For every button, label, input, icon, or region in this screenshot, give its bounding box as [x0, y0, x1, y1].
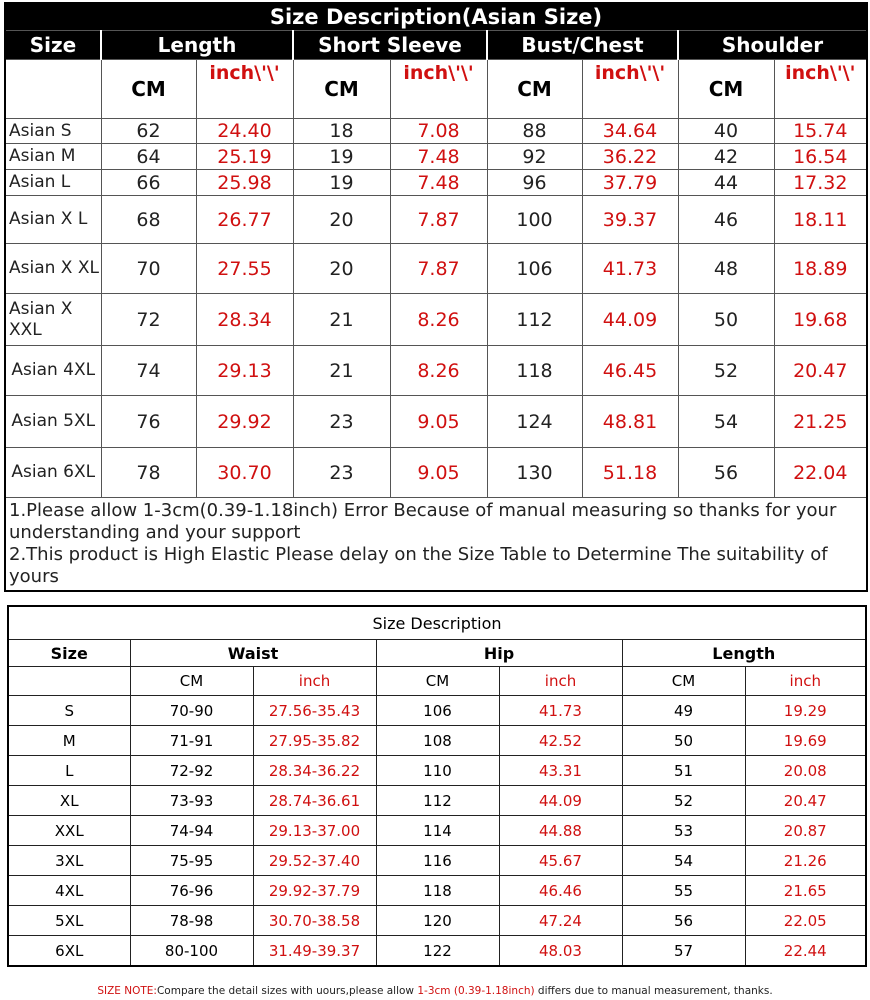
waist-cm: 80-100: [130, 936, 253, 967]
unit-cm: CM: [487, 60, 582, 119]
length-inch: 25.98: [196, 170, 293, 196]
length-inch: 20.47: [745, 786, 866, 816]
sleeve-cm: 23: [293, 448, 390, 498]
hip-cm: 120: [376, 906, 499, 936]
shoulder-cm: 48: [678, 244, 774, 294]
length-inch: 20.08: [745, 756, 866, 786]
shoulder-inch: 20.47: [774, 346, 867, 396]
waist-cm: 71-91: [130, 726, 253, 756]
bust-inch: 46.45: [582, 346, 678, 396]
table-row: [5, 346, 867, 396]
table-row: [5, 144, 867, 170]
waist-inch: 28.34-36.22: [253, 756, 376, 786]
header-size: Size: [5, 31, 101, 60]
waist-cm: 73-93: [130, 786, 253, 816]
hip-inch: 44.88: [499, 816, 622, 846]
unit-blank: [8, 667, 130, 696]
sleeve-cm: 18: [293, 119, 390, 144]
bust-cm: 112: [487, 294, 582, 346]
unit-inch: inch\'\': [774, 60, 867, 119]
size-label: 5XL: [8, 906, 130, 936]
bust-cm: 92: [487, 144, 582, 170]
hip-cm: 112: [376, 786, 499, 816]
waist-inch: 29.92-37.79: [253, 876, 376, 906]
bust-inch: 39.37: [582, 196, 678, 244]
table-row: [8, 816, 866, 846]
bust-inch: 36.22: [582, 144, 678, 170]
waist-cm: 75-95: [130, 846, 253, 876]
hip-inch: 43.31: [499, 756, 622, 786]
size-label: M: [8, 726, 130, 756]
length-cm: 70: [101, 244, 196, 294]
sleeve-inch: 7.87: [390, 244, 487, 294]
table-row: [8, 786, 866, 816]
sleeve-cm: 21: [293, 294, 390, 346]
sleeve-inch: 8.26: [390, 346, 487, 396]
table-row: [8, 846, 866, 876]
length-cm: 78: [101, 448, 196, 498]
table-row: [8, 756, 866, 786]
length-cm: 53: [622, 816, 745, 846]
waist-inch: 30.70-38.58: [253, 906, 376, 936]
header-length: Length: [622, 640, 866, 667]
waist-cm: 74-94: [130, 816, 253, 846]
size-label: Asian L: [5, 170, 101, 196]
bust-inch: 48.81: [582, 396, 678, 448]
sleeve-cm: 20: [293, 196, 390, 244]
bust-inch: 44.09: [582, 294, 678, 346]
hip-cm: 116: [376, 846, 499, 876]
note-1: 1.Please allow 1-3cm(0.39-1.18inch) Error Because of manual measuring so thanks for your understanding and your support: [9, 500, 837, 543]
size-label: Asian S: [5, 119, 101, 144]
size-label: Asian X L: [5, 196, 101, 244]
length-inch: 19.69: [745, 726, 866, 756]
sleeve-inch: 7.87: [390, 196, 487, 244]
length-cm: 54: [622, 846, 745, 876]
length-cm: 74: [101, 346, 196, 396]
waist-inch: 27.56-35.43: [253, 696, 376, 726]
waist-inch: 27.95-35.82: [253, 726, 376, 756]
hip-cm: 114: [376, 816, 499, 846]
sleeve-inch: 8.26: [390, 294, 487, 346]
shoulder-cm: 42: [678, 144, 774, 170]
length-cm: 72: [101, 294, 196, 346]
hip-inch: 44.09: [499, 786, 622, 816]
length-cm: 56: [622, 906, 745, 936]
bust-cm: 88: [487, 119, 582, 144]
size-label: Asian X XXL: [5, 294, 101, 346]
length-cm: 55: [622, 876, 745, 906]
length-inch: 21.65: [745, 876, 866, 906]
unit-inch: inch\'\': [390, 60, 487, 119]
hip-inch: 48.03: [499, 936, 622, 967]
size-label: S: [8, 696, 130, 726]
shoulder-cm: 54: [678, 396, 774, 448]
length-inch: 30.70: [196, 448, 293, 498]
waist-cm: 72-92: [130, 756, 253, 786]
size-label: 3XL: [8, 846, 130, 876]
size-label: 6XL: [8, 936, 130, 967]
size-label: Asian X XL: [5, 244, 101, 294]
length-inch: 20.87: [745, 816, 866, 846]
shoulder-inch: 21.25: [774, 396, 867, 448]
table-row: [8, 876, 866, 906]
length-inch: 29.13: [196, 346, 293, 396]
shoulder-cm: 52: [678, 346, 774, 396]
size-note-text-end: differs due to manual measurement, thanks.: [534, 985, 773, 997]
unit-cm: CM: [678, 60, 774, 119]
hip-inch: 42.52: [499, 726, 622, 756]
shoulder-inch: 19.68: [774, 294, 867, 346]
sleeve-inch: 9.05: [390, 448, 487, 498]
length-inch: 21.26: [745, 846, 866, 876]
length-inch: 25.19: [196, 144, 293, 170]
sleeve-cm: 23: [293, 396, 390, 448]
asian-size-table: [4, 2, 868, 592]
header-shoulder: Shoulder: [678, 31, 867, 60]
waist-cm: 76-96: [130, 876, 253, 906]
shoulder-cm: 46: [678, 196, 774, 244]
table-row: [8, 906, 866, 936]
waist-cm: 78-98: [130, 906, 253, 936]
size-label: XXL: [8, 816, 130, 846]
length-cm: 57: [622, 936, 745, 967]
sleeve-inch: 7.48: [390, 144, 487, 170]
sleeve-cm: 19: [293, 170, 390, 196]
shoulder-inch: 18.89: [774, 244, 867, 294]
table-row: [5, 170, 867, 196]
table-row: [5, 448, 867, 498]
hip-inch: 41.73: [499, 696, 622, 726]
length-cm: 76: [101, 396, 196, 448]
shoulder-inch: 18.11: [774, 196, 867, 244]
table-row: [5, 244, 867, 294]
length-cm: 64: [101, 144, 196, 170]
length-cm: 66: [101, 170, 196, 196]
shoulder-inch: 17.32: [774, 170, 867, 196]
length-cm: 51: [622, 756, 745, 786]
unit-cm: CM: [376, 667, 499, 696]
bust-cm: 96: [487, 170, 582, 196]
table-row: [5, 294, 867, 346]
hip-inch: 46.46: [499, 876, 622, 906]
header-waist: Waist: [130, 640, 376, 667]
unit-blank: [5, 60, 101, 119]
size-label: Asian 6XL: [5, 448, 101, 498]
length-cm: 50: [622, 726, 745, 756]
bust-cm: 106: [487, 244, 582, 294]
shoulder-inch: 22.04: [774, 448, 867, 498]
size-note-label: SIZE NOTE:: [97, 985, 157, 997]
length-inch: 27.55: [196, 244, 293, 294]
bust-inch: 34.64: [582, 119, 678, 144]
length-inch: 22.44: [745, 936, 866, 967]
note-2: 2.This product is High Elastic Please delay on the Size Table to Determine The suitability of yours: [9, 544, 828, 587]
bust-inch: 37.79: [582, 170, 678, 196]
hip-cm: 110: [376, 756, 499, 786]
header-bust-chest: Bust/Chest: [487, 31, 678, 60]
sleeve-cm: 20: [293, 244, 390, 294]
measurement-notes: [5, 498, 867, 592]
bust-cm: 130: [487, 448, 582, 498]
unit-inch: inch: [499, 667, 622, 696]
size-label: 4XL: [8, 876, 130, 906]
sleeve-cm: 19: [293, 144, 390, 170]
waist-inch: 29.13-37.00: [253, 816, 376, 846]
unit-inch: inch: [745, 667, 866, 696]
length-inch: 26.77: [196, 196, 293, 244]
unit-cm: CM: [622, 667, 745, 696]
unit-inch: inch\'\': [196, 60, 293, 119]
bust-cm: 100: [487, 196, 582, 244]
length-cm: 68: [101, 196, 196, 244]
length-inch: 28.34: [196, 294, 293, 346]
length-inch: 19.29: [745, 696, 866, 726]
table-row: [5, 396, 867, 448]
unit-inch: inch: [253, 667, 376, 696]
header-short-sleeve: Short Sleeve: [293, 31, 487, 60]
bust-inch: 41.73: [582, 244, 678, 294]
table-row: [8, 936, 866, 967]
shoulder-cm: 56: [678, 448, 774, 498]
hip-cm: 108: [376, 726, 499, 756]
size-label: Asian 5XL: [5, 396, 101, 448]
asian-size-table-title: Size Description(Asian Size): [5, 3, 867, 31]
size-table-title: Size Description: [8, 606, 866, 640]
unit-inch: inch\'\': [582, 60, 678, 119]
unit-cm: CM: [130, 667, 253, 696]
length-inch: 24.40: [196, 119, 293, 144]
waist-inch: 31.49-39.37: [253, 936, 376, 967]
length-cm: 49: [622, 696, 745, 726]
bust-inch: 51.18: [582, 448, 678, 498]
sleeve-inch: 9.05: [390, 396, 487, 448]
table-row: [5, 196, 867, 244]
size-label: XL: [8, 786, 130, 816]
hip-cm: 118: [376, 876, 499, 906]
shoulder-cm: 50: [678, 294, 774, 346]
length-inch: 22.05: [745, 906, 866, 936]
sleeve-inch: 7.48: [390, 170, 487, 196]
hip-cm: 106: [376, 696, 499, 726]
length-cm: 52: [622, 786, 745, 816]
hip-inch: 47.24: [499, 906, 622, 936]
sleeve-cm: 21: [293, 346, 390, 396]
unit-cm: CM: [101, 60, 196, 119]
table-row: [8, 696, 866, 726]
size-label: Asian 4XL: [5, 346, 101, 396]
hip-inch: 45.67: [499, 846, 622, 876]
size-label: L: [8, 756, 130, 786]
shoulder-cm: 40: [678, 119, 774, 144]
length-cm: 62: [101, 119, 196, 144]
header-hip: Hip: [376, 640, 622, 667]
table-row: [5, 119, 867, 144]
length-inch: 29.92: [196, 396, 293, 448]
shoulder-cm: 44: [678, 170, 774, 196]
sleeve-inch: 7.08: [390, 119, 487, 144]
shoulder-inch: 16.54: [774, 144, 867, 170]
unit-cm: CM: [293, 60, 390, 119]
size-table: [7, 605, 867, 967]
size-note-range: 1-3cm (0.39-1.18inch): [417, 985, 535, 997]
waist-inch: 28.74-36.61: [253, 786, 376, 816]
size-note: [0, 985, 870, 997]
waist-inch: 29.52-37.40: [253, 846, 376, 876]
header-size: Size: [8, 640, 130, 667]
size-label: Asian M: [5, 144, 101, 170]
table-row: [8, 726, 866, 756]
header-length: Length: [101, 31, 293, 60]
hip-cm: 122: [376, 936, 499, 967]
shoulder-inch: 15.74: [774, 119, 867, 144]
waist-cm: 70-90: [130, 696, 253, 726]
bust-cm: 124: [487, 396, 582, 448]
size-note-text: Compare the detail sizes with uours,please allow: [156, 985, 418, 997]
bust-cm: 118: [487, 346, 582, 396]
